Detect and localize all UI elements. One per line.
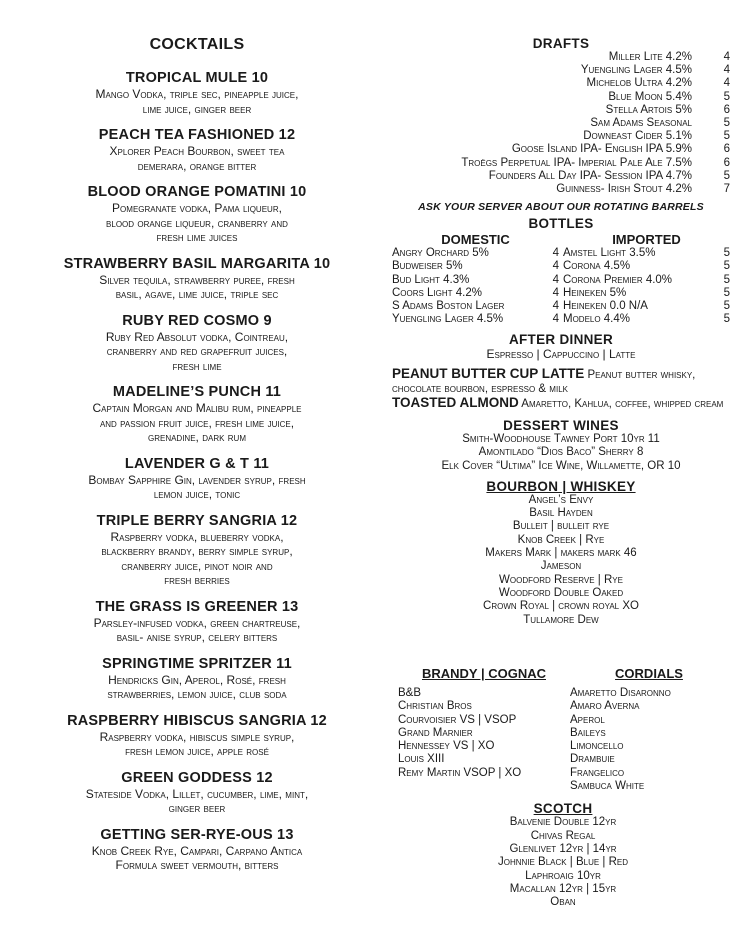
cocktail-description: blackberry brandy, berry simple syrup,: [101, 544, 293, 558]
cocktail-item: [14, 70, 380, 116]
imported-title: IMPORTED: [612, 232, 681, 248]
peanut-butter-latte: [392, 367, 730, 396]
bourbon-item: Angel’s Envy: [528, 493, 594, 506]
domestic-column: [392, 232, 559, 326]
cocktail-item: [14, 456, 380, 502]
draft-item: [392, 51, 730, 64]
cocktail-description: grenadine, dark rum: [147, 430, 246, 444]
cocktail-description: fresh lime: [172, 358, 222, 373]
cocktail-description: basil- anise syrup, celery bitters: [116, 630, 278, 644]
bourbon-item: Basil Hayden: [529, 507, 593, 520]
cordial-item: Limoncello: [570, 740, 624, 753]
scotch-item: Laphroaig 10yr: [525, 869, 601, 882]
cocktail-name: PEACH TEA FASHIONED 12: [98, 127, 296, 143]
cocktail-description: Bombay Sapphire Gin, lavender syrup, fresh: [88, 472, 306, 487]
draft-price: 5: [723, 169, 730, 182]
cocktail-item: [14, 827, 380, 873]
bottles-grid: [392, 232, 730, 326]
dessert-wine-item: Elk Cover “Ultima” Ice Wine, Willamette, OR 10: [441, 459, 681, 472]
bottle-price: 4: [552, 300, 559, 313]
bourbon-item: Knob Creek | Rye: [517, 533, 605, 546]
cocktail-description: fresh lemon juice, apple rosé: [125, 744, 269, 758]
cocktail-name: SPRINGTIME SPRITZER 11: [102, 655, 292, 672]
brandy-item: Louis XIII: [398, 753, 445, 766]
imported-list: [563, 247, 730, 326]
draft-price: 5: [723, 90, 730, 103]
brandy-cordials: [398, 666, 728, 793]
cocktail-description: Raspberry vodka, blueberry vodka,: [110, 529, 284, 544]
draft-price: 5: [723, 117, 730, 130]
coffee-options: Espresso | Cappuccino | Latte: [486, 347, 636, 362]
drafts-title: DRAFTS: [532, 36, 590, 51]
brandy-item: Courvoisier VS | VSOP: [398, 713, 517, 726]
cocktail-name: TROPICAL MULE 10: [125, 70, 269, 86]
draft-item: [392, 117, 730, 130]
toasted-desc: Amaretto, Kahlua, coffee, whipped cream: [518, 398, 724, 411]
draft-price: 7: [723, 183, 730, 196]
draft-name: Sam Adams Seasonal: [590, 117, 692, 130]
bottle-name: Angry Orchard 5%: [392, 247, 489, 260]
brandy-item: B&B: [398, 687, 422, 699]
cocktail-item: [14, 313, 380, 374]
bottle-price: 5: [723, 247, 730, 260]
cocktails-section: [14, 36, 380, 884]
bottle-item: [563, 260, 730, 273]
toasted-almond: [392, 396, 730, 412]
draft-price: 4: [723, 51, 730, 63]
cocktail-description: Captain Morgan and Malibu rum, pineapple: [92, 401, 302, 415]
after-dinner-title: AFTER DINNER: [508, 332, 614, 348]
bottle-name: Modelo 4.4%: [563, 313, 630, 326]
latte-name: PEANUT BUTTER CUP LATTE: [392, 366, 585, 382]
bottle-price: 4: [552, 247, 559, 260]
scotch-title: SCOTCH: [533, 801, 593, 817]
cocktail-description: ginger beer: [168, 801, 226, 815]
draft-item: [392, 183, 730, 196]
cocktail-item: [14, 513, 380, 588]
draft-name: Goose Island IPA- English IPA 5.9%: [511, 143, 692, 156]
domestic-title: DOMESTIC: [441, 232, 510, 248]
cocktails-title: COCKTAILS: [149, 36, 245, 53]
draft-name: Michelob Ultra 4.2%: [586, 77, 692, 90]
cordial-item: Amaro Averna: [570, 700, 640, 713]
bottle-item: [392, 300, 559, 313]
brandy-column: [398, 666, 570, 793]
draft-price: 4: [723, 64, 730, 77]
bourbon-section: [392, 479, 730, 627]
bottle-item: [563, 287, 730, 300]
cocktail-description: lime juice, ginger beer: [142, 101, 252, 116]
cocktail-item: [14, 599, 380, 645]
bottle-name: Corona Premier 4.0%: [563, 273, 673, 286]
drinks-section: [392, 36, 730, 627]
draft-price: 6: [723, 143, 730, 156]
cocktail-name: BLOOD ORANGE POMATINI 10: [87, 184, 307, 200]
bottle-price: 4: [552, 286, 559, 299]
draft-name: Founders All Day IPA- Session IPA 4.7%: [488, 169, 692, 182]
bottle-item: [392, 287, 559, 300]
draft-price: 4: [723, 77, 730, 90]
cordial-item: Frangelico: [570, 766, 625, 779]
cocktail-description: Parsley-infused vodka, green chartreuse,: [93, 615, 301, 630]
cocktail-description: Raspberry vodka, hibiscus simple syrup,: [99, 729, 295, 744]
latte-desc: Peanut butter whisky, chocolate bourbon, espresso & milk: [392, 369, 696, 395]
spirits-section: [398, 666, 728, 909]
cocktail-description: Formula sweet vermouth, bitters: [115, 858, 279, 872]
brandy-list: [398, 687, 570, 780]
cocktail-name: RUBY RED COSMO 9: [122, 312, 272, 329]
cocktail-item: [14, 656, 380, 702]
cocktail-description: Silver tequila, strawberry puree, fresh: [99, 272, 295, 287]
cocktail-description: and passion fruit juice, fresh lime juice,: [99, 415, 295, 430]
bourbon-item: Makers Mark | makers mark 46: [485, 547, 637, 560]
cocktail-description: basil, agave, lime juice, triple sec: [115, 287, 279, 301]
draft-item: [392, 104, 730, 117]
bottle-name: Yuengling Lager 4.5%: [392, 313, 504, 326]
draft-name: Troëgs Perpetual IPA- Imperial Pale Ale 7.5%: [461, 156, 692, 169]
cocktail-name: RASPBERRY HIBISCUS SANGRIA 12: [67, 712, 327, 729]
scotch-item: Macallan 12yr | 15yr: [509, 882, 617, 895]
bottle-name: Coors Light 4.2%: [392, 286, 482, 299]
draft-item: [392, 157, 730, 170]
scotch-item: Glenlivet 12yr | 14yr: [509, 842, 617, 855]
scotch-list: [398, 816, 728, 909]
bourbon-title: BOURBON | WHISKEY: [486, 478, 636, 494]
bottle-item: [392, 247, 559, 260]
scotch-item: Chivas Regal: [530, 829, 596, 842]
cocktail-name: TRIPLE BERRY SANGRIA 12: [96, 512, 298, 529]
bottle-price: 5: [723, 286, 730, 299]
bottle-item: [563, 300, 730, 313]
drafts-list: [392, 51, 730, 196]
draft-item: [392, 170, 730, 183]
bottle-name: Heineken 0.0 N/A: [563, 300, 648, 313]
scotch-item: Johnnie Black | Blue | Red: [497, 856, 629, 869]
cocktail-item: [14, 256, 380, 302]
cocktail-description: Hendricks Gin, Aperol, Rosé, fresh: [108, 672, 286, 687]
bottle-name: Corona 4.5%: [563, 260, 631, 273]
bottle-price: 5: [723, 313, 730, 326]
draft-price: 5: [723, 130, 730, 143]
bottle-name: Budweiser 5%: [392, 260, 463, 273]
cocktail-description: fresh lime juices: [156, 230, 238, 244]
bottle-price: 5: [723, 300, 730, 313]
draft-name: Downeast Cider 5.1%: [583, 130, 692, 143]
cordials-list: [570, 687, 728, 793]
draft-item: [392, 130, 730, 143]
bottle-name: Heineken 5%: [563, 286, 627, 299]
bottle-item: [392, 274, 559, 287]
scotch-section: [398, 801, 728, 909]
bourbon-item: Bulleit | bulleit rye: [512, 520, 610, 533]
cocktail-item: [14, 127, 380, 173]
bourbon-item: Tullamore Dew: [523, 613, 599, 626]
bourbon-item: Woodford Double Oaked: [498, 586, 624, 599]
cocktail-item: [14, 770, 380, 816]
bottle-price: 4: [552, 260, 559, 273]
brandy-item: Christian Bros: [398, 700, 472, 713]
cocktail-description: demerara, orange bitter: [137, 158, 257, 173]
cocktail-name: GETTING SER-RYE-OUS 13: [100, 826, 294, 843]
bottle-name: S Adams Boston Lager: [392, 300, 505, 313]
draft-name: Stella Artois 5%: [605, 103, 692, 116]
bourbon-item: Woodford Reserve | Rye: [499, 573, 623, 586]
cocktail-description: blood orange liqueur, cranberry and: [106, 215, 288, 230]
cocktail-name: LAVENDER G & T 11: [124, 455, 270, 472]
brandy-item: Grand Marnier: [398, 726, 473, 739]
cocktail-list: [14, 70, 380, 873]
draft-item: [392, 91, 730, 104]
bottle-item: [392, 313, 559, 326]
cocktail-item: [14, 384, 380, 445]
cocktail-item: [14, 713, 380, 759]
imported-column: [563, 232, 730, 326]
bourbon-item: Jameson: [540, 560, 582, 573]
cocktail-item: [14, 184, 380, 245]
brandy-item: Hennessey VS | XO: [398, 740, 495, 753]
cordial-item: Amaretto Disaronno: [570, 687, 671, 699]
cocktail-name: THE GRASS IS GREENER 13: [95, 598, 299, 615]
cocktail-description: Pomegranate vodka, Pama liqueur,: [112, 201, 282, 215]
cordial-item: Baileys: [570, 726, 606, 739]
bourbon-list: [392, 494, 730, 627]
cocktail-description: cranberry and red grapefruit juices,: [106, 344, 288, 358]
draft-name: Blue Moon 5.4%: [608, 90, 692, 103]
dessert-wine-item: Smith-Woodhouse Tawney Port 10yr 11: [462, 432, 660, 445]
draft-name: Guinness- Irish Stout 4.2%: [556, 183, 692, 196]
cocktail-description: Stateside Vodka, Lillet, cucumber, lime, mint,: [85, 786, 309, 801]
cordial-item: Aperol: [570, 713, 605, 726]
brandy-item: Remy Martin VSOP | XO: [398, 766, 522, 779]
cocktail-name: MADELINE’S PUNCH 11: [112, 384, 282, 400]
cordial-item: Drambuie: [570, 753, 615, 766]
cocktail-description: Xplorer Peach Bourbon, sweet tea: [109, 144, 285, 158]
bottle-item: [563, 313, 730, 326]
bottle-name: Bud Light 4.3%: [392, 273, 470, 286]
cocktail-description: cranberry juice, pinot noir and: [121, 558, 273, 573]
cocktail-description: Ruby Red Absolut vodka, Cointreau,: [105, 329, 289, 344]
bottle-item: [563, 247, 730, 260]
after-dinner-section: [392, 332, 730, 412]
draft-price: 6: [723, 103, 730, 116]
bottle-price: 5: [723, 260, 730, 273]
cordials-column: [570, 666, 728, 793]
draft-item: [392, 77, 730, 90]
bottle-price: 4: [552, 313, 559, 326]
cocktail-description: Mango Vodka, triple sec, pineapple juice,: [95, 87, 299, 101]
draft-name: Miller Lite 4.2%: [608, 51, 692, 63]
dessert-wine-item: Amontilado “Dios Baco” Sherry 8: [478, 446, 644, 459]
cocktail-description: strawberries, lemon juice, club soda: [107, 687, 287, 701]
bottle-item: [392, 260, 559, 273]
cocktail-name: GREEN GODDESS 12: [121, 769, 273, 786]
toasted-name: TOASTED ALMOND: [392, 395, 519, 411]
bottle-name: Amstel Light 3.5%: [563, 247, 656, 260]
draft-item: [392, 64, 730, 77]
scotch-item: Balvenie Double 12yr: [509, 816, 617, 829]
cocktail-description: fresh berries: [164, 573, 230, 587]
dessert-wines-section: [392, 418, 730, 473]
scotch-item: Oban: [550, 896, 576, 909]
bottle-item: [563, 274, 730, 287]
domestic-list: [392, 247, 559, 326]
dessert-wines-title: DESSERT WINES: [503, 417, 619, 433]
cocktail-name: STRAWBERRY BASIL MARGARITA 10: [63, 255, 331, 272]
brandy-title: BRANDY | COGNAC: [421, 666, 546, 681]
cocktail-description: lemon juice, tonic: [153, 487, 241, 501]
draft-name: Yuengling Lager 4.5%: [580, 64, 692, 77]
draft-item: [392, 143, 730, 156]
cocktail-description: Knob Creek Rye, Campari, Carpano Antica: [91, 843, 303, 858]
bottles-title: BOTTLES: [528, 216, 594, 232]
bottle-price: 5: [723, 273, 730, 286]
draft-price: 6: [723, 156, 730, 169]
cordials-title: CORDIALS: [615, 666, 683, 681]
bourbon-item: Crown Royal | crown royal XO: [483, 600, 639, 613]
rotating-barrels-note: ASK YOUR SERVER ABOUT OUR ROTATING BARRELS: [418, 201, 704, 214]
bottle-price: 4: [552, 273, 559, 286]
dessert-wine-list: [392, 433, 730, 473]
cordial-item: Sambuca White: [570, 780, 645, 793]
